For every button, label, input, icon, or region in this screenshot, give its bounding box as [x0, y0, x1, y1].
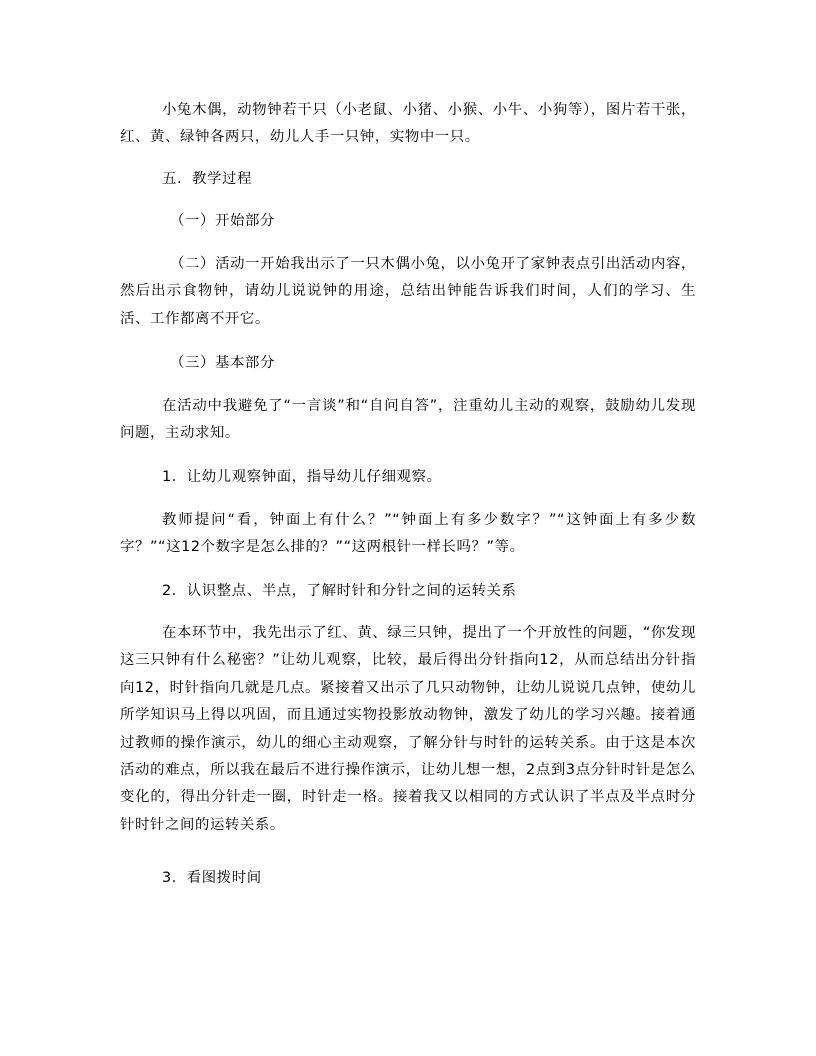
subheading-opening-part: （一）开始部分: [170, 213, 275, 229]
paragraph-materials: 小兔木偶，动物钟若干只（小老鼠、小猪、小猴、小牛、小狗等），图片若干张，红、黄、绿钟各两只，幼儿人手一只钟，实物中一只。: [120, 102, 696, 146]
section-heading-teaching-process: 五．教学过程: [162, 171, 252, 187]
subheading-basic-part: （三）基本部分: [170, 355, 275, 371]
paragraph-activity-start: （二）活动一开始我出示了一只木偶小兔，以小兔开了家钟表点引出活动内容，然后出示食物钟，请幼儿说说钟的用途，总结出钟能告诉我们时间，人们的学习、生活、工作都离不开它。: [120, 256, 696, 327]
paragraph-basic-intro: 在活动中我避免了“一言谈”和“自问自答”，注重幼儿主动的观察，鼓励幼儿发现问题，主动求知。: [120, 398, 696, 442]
paragraph-step-2-body: 在本环节中，我先出示了红、黄、绿三只钟，提出了一个开放性的问题，“你发现这三只钟有什么秘密？”让幼儿观察，比较，最后得出分针指向12，从而总结出分针指向12，时针指向几就是几点。紧接着又出示了几只动物钟，让幼儿说说几点钟，使幼儿所学知识马上得以巩固，而且通过实物投影放动物钟，激发了幼儿的学习兴趣。接着通过教师的操作演示，幼儿的细心主动观察，了解分针与时针的运转关系。由于这是本次活动的难点，所以我在最后不进行操作演示，让幼儿想一想，2点到3点分针时针是怎么变化的，得出分针走一圈，时针走一格。接着我又以相同的方式认识了半点及半点时分针时针之间的运转关系。: [120, 625, 696, 833]
step-heading-hour-half-hour: 2．认识整点、半点，了解时针和分针之间的运转关系: [162, 583, 517, 599]
step-heading-set-time: 3．看图拨时间: [162, 870, 262, 886]
step-heading-observe-clock: 1．让幼儿观察钟面，指导幼儿仔细观察。: [162, 469, 442, 485]
paragraph-teacher-questions: 教师提问“看，钟面上有什么？”“钟面上有多少数字？”“这钟面上有多少数字？”“这12个数字是怎么排的？”“这两根针一样长吗？”等。: [120, 512, 696, 556]
